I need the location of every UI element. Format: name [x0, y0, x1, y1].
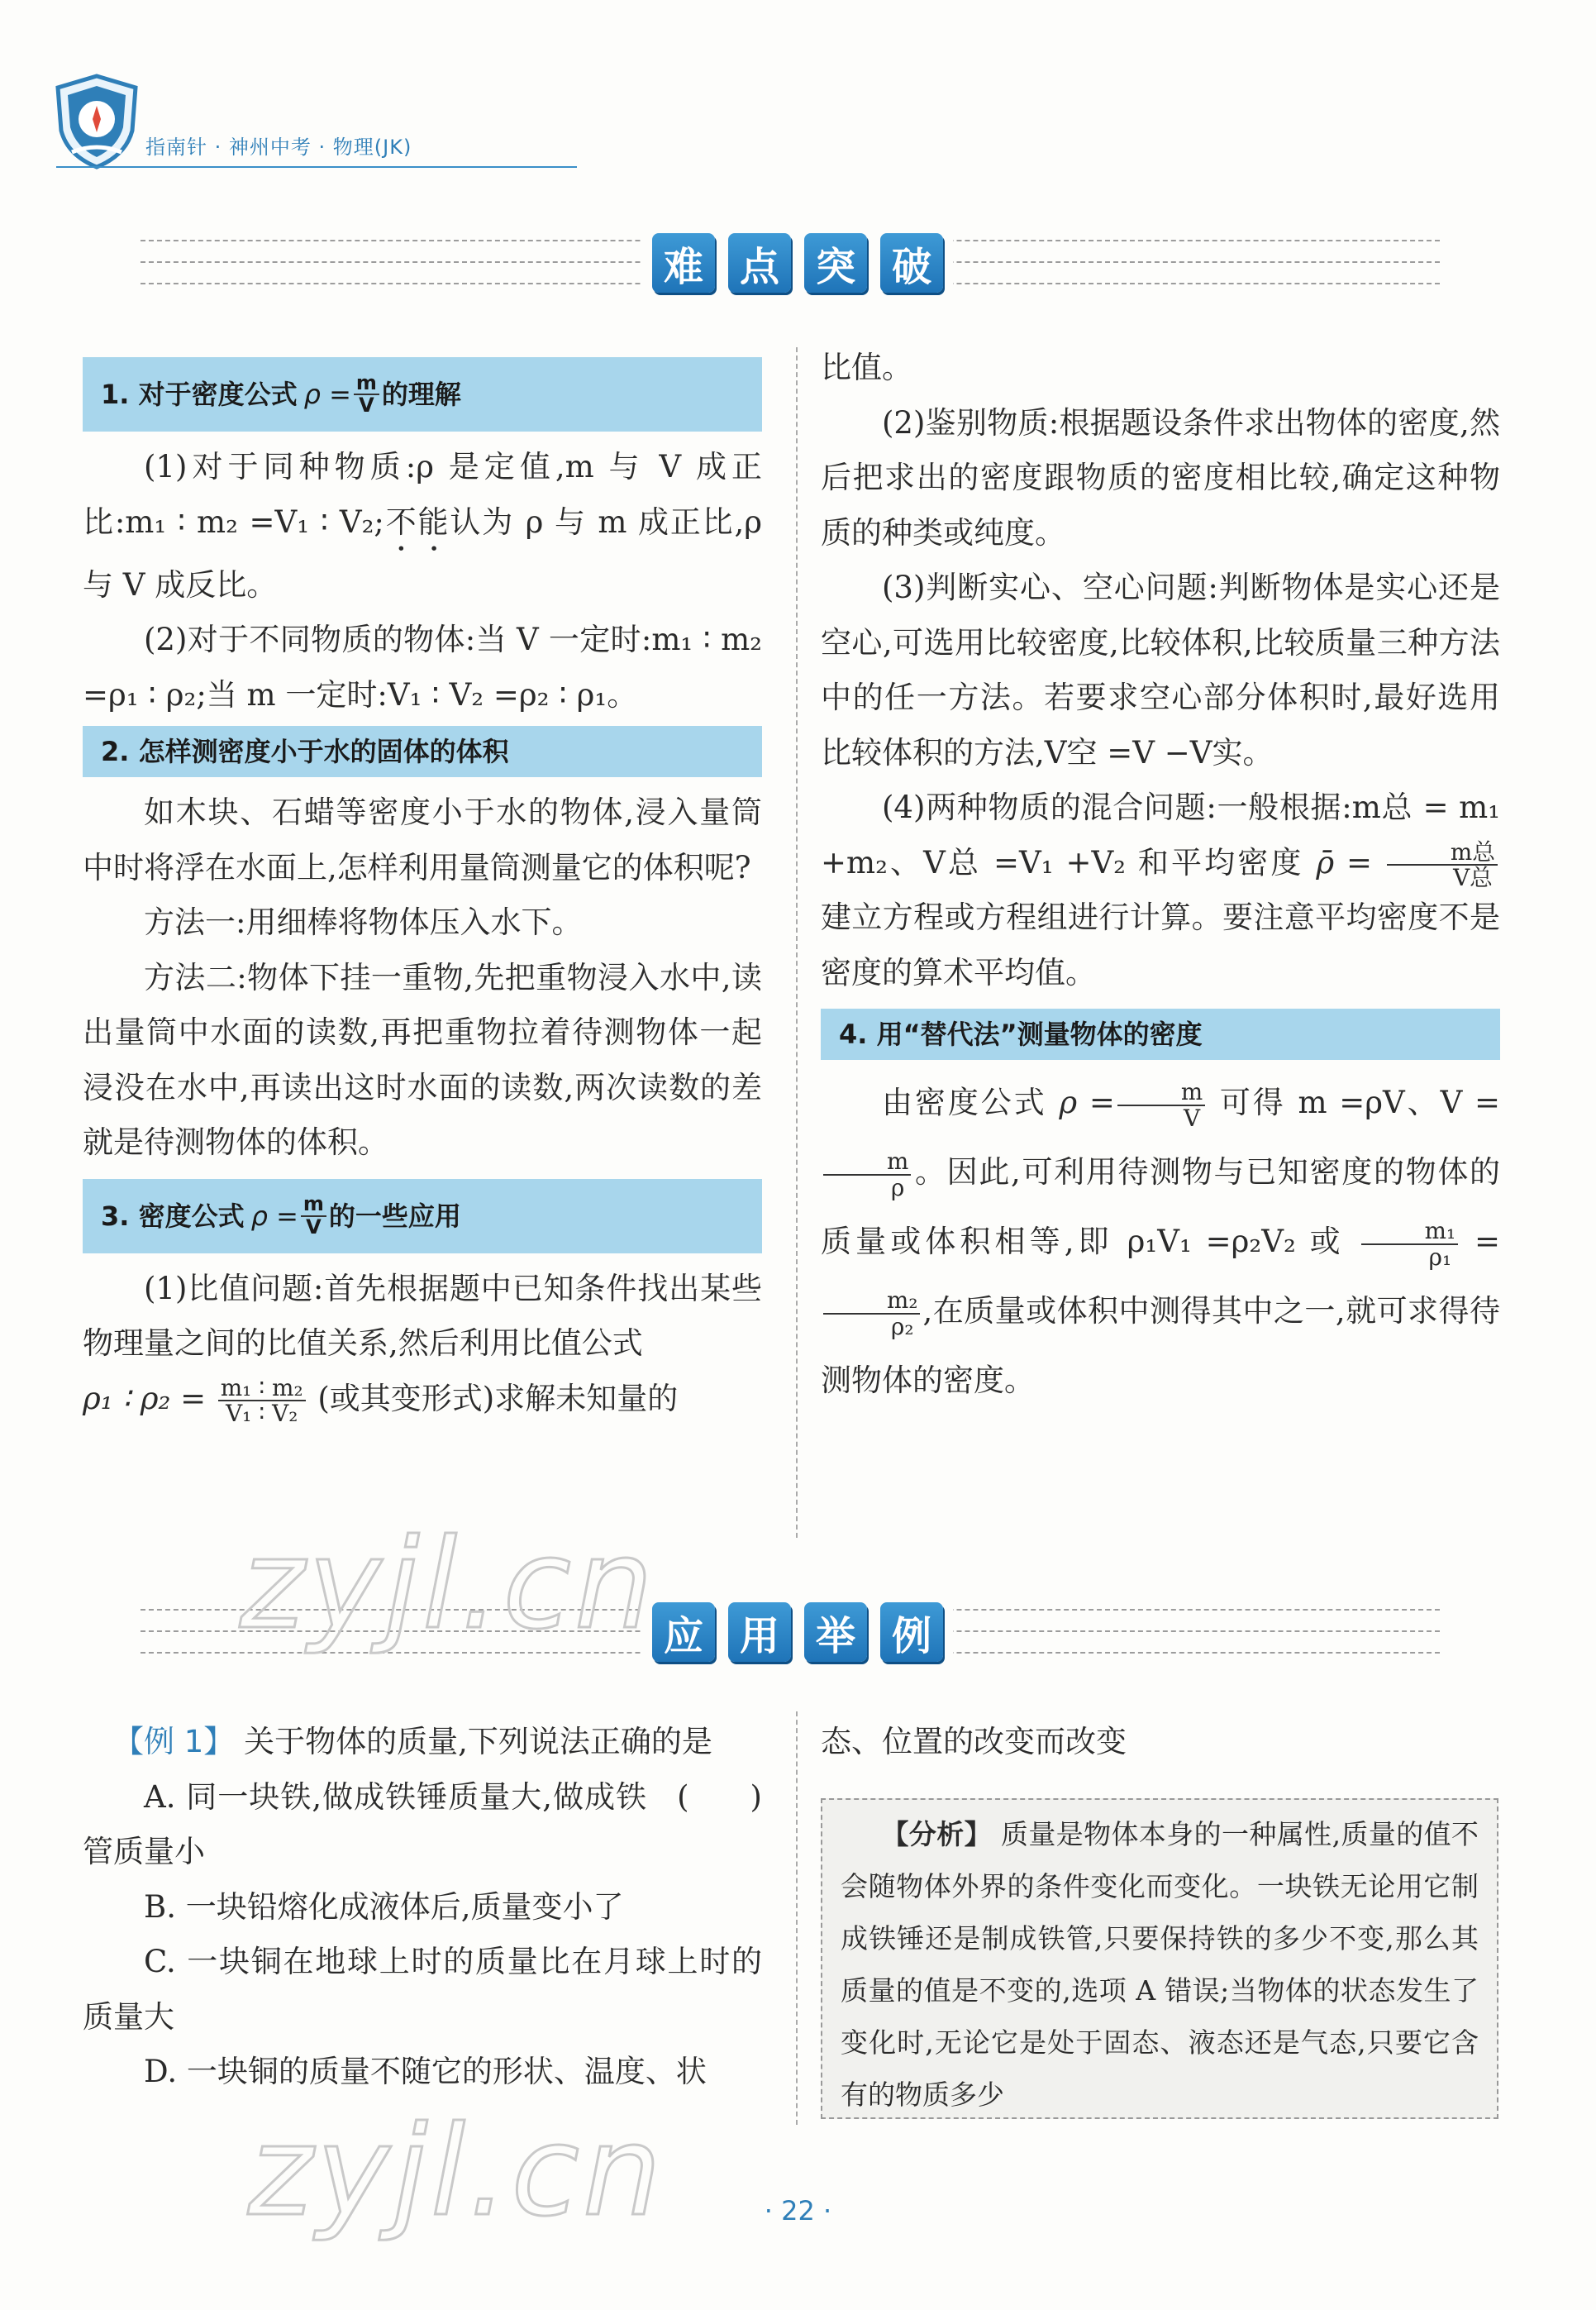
paragraph: 可得 m =ρV、V = — [1219, 1085, 1500, 1120]
example-tag: 【例 1】 — [113, 1724, 235, 1759]
header-divider — [56, 166, 577, 168]
heading-text: 的理解 — [381, 379, 461, 410]
paragraph: ,在质量或体积中测得其中之一,就可求得待测物体的密度。 — [821, 1293, 1500, 1398]
heading-density-applications: 3. 密度公式 ρ = $\frac{m}{V}$ 的一些应用 — [83, 1179, 762, 1253]
analysis-box — [821, 1798, 1498, 2119]
banner-tile: 点 — [728, 233, 791, 293]
paragraph: (3)判断实心、空心问题:判断物体是实心还是空心,可选用比较密度,比较体积,比较质量三种方法中的任一方法。若要求空心部分体积时,最好选用比较体积的方法,V空 =V −V实。 — [821, 570, 1500, 771]
heading-text: 1. 对于密度公式 — [101, 379, 298, 410]
paragraph: 比值。 — [821, 350, 912, 385]
banner-tile: 用 — [728, 1602, 791, 1662]
banner-tile: 难 — [652, 233, 715, 293]
answer-blank: ( ) — [677, 1778, 762, 1815]
header-title: 指南针 · 神州中考 · 物理(JK) — [145, 136, 412, 159]
emphasis-text: 不能 — [384, 504, 450, 540]
page-number: · 22 · — [764, 2195, 832, 2226]
paragraph: (2)鉴别物质:根据题设条件求出物体的密度,然后把求出的密度跟物质的密度相比较,确定这种物质的种类或纯度。 — [821, 404, 1500, 551]
section-banner-difficulty — [141, 233, 1440, 293]
watermark: zyjl.cn — [240, 1513, 657, 1657]
option-d-continued: 态、位置的改变而改变 — [821, 1724, 1127, 1759]
heading-text: 3. 密度公式 — [101, 1200, 245, 1232]
analysis-text: 质量是物体本身的一种属性,质量的值不会随物体外界的条件变化而变化。一块铁无论用它制成铁锤还是制成铁管,只要保持铁的多少不变,那么其质量的值是不变的,选项 A 错误;当物体的状态发生了变化时,无论它是处于固态、液态还是气态,只要它含有的物质多少 — [841, 1818, 1479, 2111]
watermark: zyjl.cn — [248, 2100, 665, 2244]
heading-density-formula: 1. 对于密度公式 ρ = $\frac{m}{V}$ 的理解 — [83, 357, 762, 432]
banner-tile: 应 — [652, 1602, 715, 1662]
left-column: 1. 对于密度公式 ρ = $\frac{m}{V}$ 的理解 (1)对于同种物质:ρ 是定值,m 与 V 成正比:m₁ ∶ m₂ =V₁ ∶ V₂;不能认为 ρ 与 m 成正比,ρ 与 V 成反比。 (2)对于不同物质的物体:当 V 一定时:m₁ ∶ m₂ =ρ₁ ∶ ρ₂;当 m 一定时:V₁ ∶ V₂ =ρ₂ ∶ ρ₁。 2. 怎样测密度小于水的固体的体积 如木块、石蜡等密度小于水的物体,浸入量筒中时将浮在水面上,怎样利用量筒测量它的体积呢? 方法一:用细棒将物体压入水下。 方法二:物体下挂一重物,先把重物浸入水中,读出量筒中水面的读数,再把重物拉着待测物体一起浸没在水中,再读出这时水面的读数,两次读数的差就是待测物体的体积。 3. 密度公式 ρ = $\frac{m}{V}$ 的一些应用 (1)比值问题:首先根据题中已知条件找出某些物理量之间的比值关系,然后利用比值公式 ρ₁ ∶ ρ₂ = $\frac{\text{m₁ ∶ m₂}}{\text{V₁ ∶ V₂}}$ (或其变形式)求解未知量的 — [83, 354, 762, 1426]
paragraph: 方法一:用细棒将物体压入水下。 — [144, 904, 583, 940]
option-a: A. 同一块铁,做成铁锤质量大,做成铁管质量小 — [83, 1778, 647, 1869]
shield-logo-icon — [51, 73, 142, 170]
heading-measure-volume: 2. 怎样测密度小于水的固体的体积 — [83, 726, 762, 777]
question-stem: 关于物体的质量,下列说法正确的是 — [244, 1724, 712, 1759]
paragraph: 如木块、石蜡等密度小于水的物体,浸入量筒中时将浮在水面上,怎样利用量筒测量它的体积呢? — [83, 795, 762, 885]
paragraph: (2)对于不同物质的物体:当 V 一定时:m₁ ∶ m₂ =ρ₁ ∶ ρ₂;当 m 一定时:V₁ ∶ V₂ =ρ₂ ∶ ρ₁。 — [83, 622, 762, 713]
paragraph: (1)比值问题:首先根据题中已知条件找出某些物理量之间的比值关系,然后利用比值公式 — [83, 1270, 762, 1361]
option-b: B. 一块铅熔化成液体后,质量变小了 — [144, 1888, 624, 1925]
paragraph: 方法二:物体下挂一重物,先把重物浸入水中,读出量筒中水面的读数,再把重物拉着待测物体一起浸没在水中,再读出这时水面的读数,两次读数的差就是待测物体的体积。 — [83, 959, 762, 1160]
paragraph: 建立方程或方程组进行计算。要注意平均密度不是密度的算术平均值。 — [821, 900, 1500, 990]
paragraph: (4)两种物质的混合问题:一般根据:m总 = m₁ +m₂、V总 =V₁ +V₂ 和平均密度 — [821, 790, 1500, 881]
banner-tile: 突 — [804, 233, 867, 293]
paragraph: (1)对于同种物质:ρ 是定值,m 与 V 成正比:m₁ ∶ m₂ =V₁ ∶ V₂; — [83, 449, 762, 540]
paragraph: (或其变形式)求解未知量的 — [317, 1380, 679, 1416]
banner-tile: 例 — [880, 1602, 943, 1662]
example-1 — [83, 1715, 762, 2100]
example-1-continued — [821, 1715, 1500, 1770]
column-divider — [796, 1711, 798, 2125]
paragraph: 认为 ρ 与 m 成正比,ρ 与 V 成反比。 — [83, 504, 763, 603]
option-d: D. 一块铜的质量不随它的形状、温度、状 — [144, 2054, 707, 2089]
paragraph: 。因此,可利用待测物与已知密度的物体的质量或体积相等,即 ρ₁V₁ =ρ₂V₂ 或 — [821, 1154, 1500, 1259]
option-c: C. 一块铜在地球上时的质量比在月球上时的质量大 — [83, 1944, 762, 2035]
analysis-tag: 【分析】 — [881, 1818, 993, 1850]
heading-text: 的一些应用 — [328, 1200, 461, 1232]
paragraph: 由密度公式 — [882, 1085, 1047, 1120]
banner-tile: 举 — [804, 1602, 867, 1662]
banner-tile: 破 — [880, 233, 943, 293]
right-column: 比值。 (2)鉴别物质:根据题设条件求出物体的密度,然后把求出的密度跟物质的密度相比较,确定这种物质的种类或纯度。 (3)判断实心、空心问题:判断物体是实心还是空心,可选用比较密度,比较体积,比较质量三种方法中的任一方法。若要求空心部分体积时,最好选用比较体积的方法,V空 =V −V实。 (4)两种物质的混合问题:一般根据:m总 = m₁ +m₂、V总 =V₁ +V₂ 和平均密度 ρ̄ = $\frac{\text{m总}}{\text{V总}}$ 建立方程或方程组进行计算。要注意平均密度不是密度的算术平均值。 4. 用“替代法”测量物体的密度 由密度公式 ρ = $\frac{m}{V}$ 可得 m =ρV、V = $\frac{m}{\rho}$ 。因此,可利用待测物与已知密度的物体的质量或体积相等,即 ρ₁V₁ =ρ₂V₂ 或 $\frac{\text{m₁}}{\text{ρ₁}}$ = $\frac{\text{m₂}}{\text{ρ₂}}$ ,在质量或体积中测得其中之一,就可求得待测物体的密度。 — [821, 341, 1500, 1415]
heading-substitution-method: 4. 用“替代法”测量物体的密度 — [821, 1009, 1500, 1060]
column-divider — [796, 347, 798, 1538]
